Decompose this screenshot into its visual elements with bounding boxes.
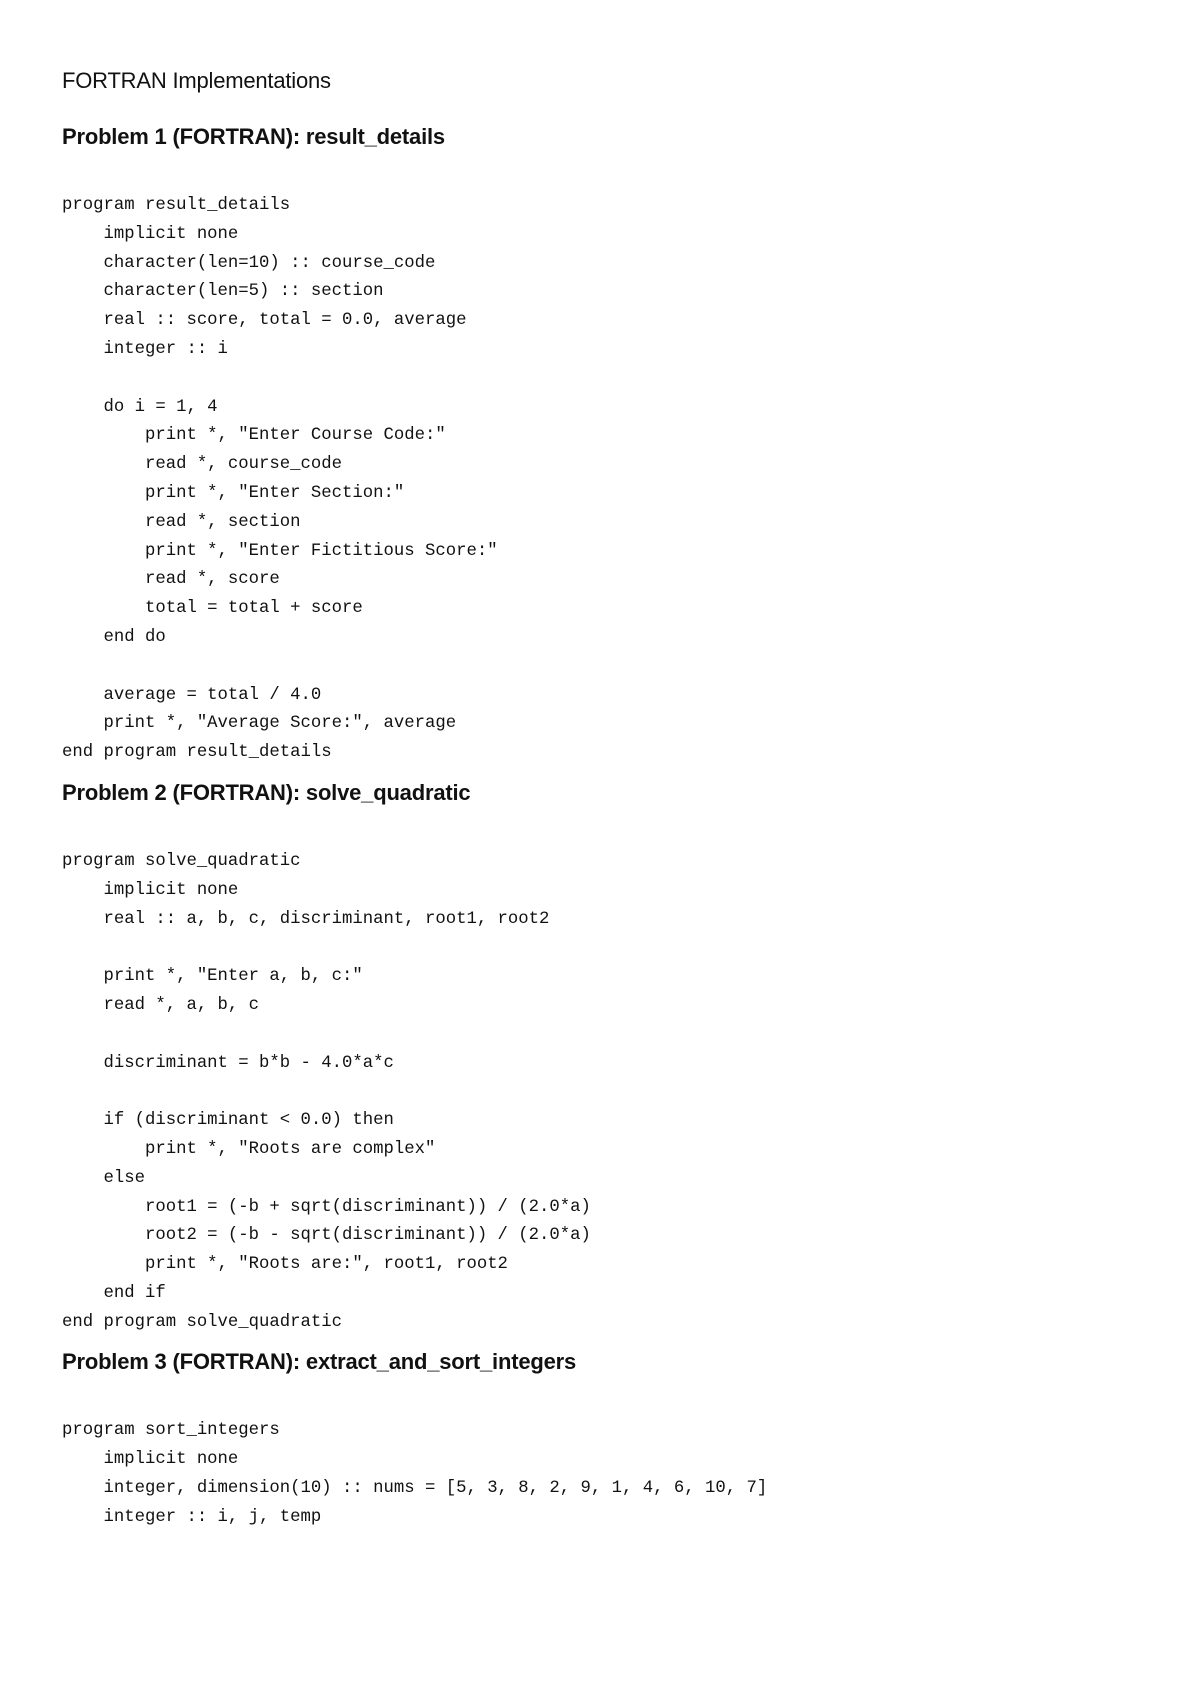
code-line: do i = 1, 4 bbox=[62, 397, 218, 417]
code-line: if (discriminant < 0.0) then bbox=[62, 1111, 394, 1131]
code-line: print *, "Enter Section:" bbox=[62, 483, 405, 503]
code-line: implicit none bbox=[62, 1450, 239, 1470]
code-line: read *, course_code bbox=[62, 455, 343, 475]
code-line: discriminant = b*b - 4.0*a*c bbox=[62, 1053, 394, 1073]
code-line: character(len=10) :: course_code bbox=[62, 253, 436, 273]
document-title: FORTRAN Implementations bbox=[62, 68, 331, 93]
code-line: real :: a, b, c, discriminant, root1, root2 bbox=[62, 909, 550, 929]
problem-1-section bbox=[62, 122, 1152, 768]
code-line: print *, "Roots are complex" bbox=[62, 1139, 436, 1159]
code-line: root1 = (-b + sqrt(discriminant)) / (2.0*a) bbox=[62, 1197, 591, 1217]
problem-1-code-block bbox=[62, 192, 1152, 768]
problem-3-section bbox=[62, 1347, 1152, 1532]
code-line bbox=[62, 365, 1152, 394]
code-line: print *, "Average Score:", average bbox=[62, 714, 457, 734]
code-line: read *, section bbox=[62, 512, 301, 532]
code-line: integer :: i bbox=[62, 339, 228, 359]
code-line: read *, a, b, c bbox=[62, 995, 260, 1015]
code-line: average = total / 4.0 bbox=[62, 685, 322, 705]
code-line: read *, score bbox=[62, 570, 280, 590]
code-line: end if bbox=[62, 1283, 166, 1303]
document-page bbox=[62, 66, 1152, 1533]
code-line: else bbox=[62, 1168, 145, 1188]
code-line bbox=[62, 1078, 1152, 1107]
code-line: root2 = (-b - sqrt(discriminant)) / (2.0*a) bbox=[62, 1226, 591, 1246]
code-line: end do bbox=[62, 627, 166, 647]
code-line: print *, "Enter a, b, c:" bbox=[62, 967, 363, 987]
code-line: integer, dimension(10) :: nums = [5, 3, 8, 2, 9, 1, 4, 6, 10, 7] bbox=[62, 1479, 768, 1499]
code-line: integer :: i, j, temp bbox=[62, 1507, 322, 1527]
problem-2-section bbox=[62, 778, 1152, 1338]
code-line bbox=[62, 1021, 1152, 1050]
code-line: program sort_integers bbox=[62, 1421, 280, 1441]
code-line bbox=[62, 653, 1152, 682]
problem-2-heading: Problem 2 (FORTRAN): solve_quadratic bbox=[62, 779, 471, 805]
problem-3-heading: Problem 3 (FORTRAN): extract_and_sort_integers bbox=[62, 1349, 577, 1375]
code-line: implicit none bbox=[62, 880, 239, 900]
code-line: real :: score, total = 0.0, average bbox=[62, 311, 467, 331]
problem-1-heading: Problem 1 (FORTRAN): result_details bbox=[62, 124, 445, 149]
code-line: program result_details bbox=[62, 196, 291, 215]
code-line: program solve_quadratic bbox=[62, 851, 301, 871]
code-line: print *, "Enter Fictitious Score:" bbox=[62, 541, 498, 561]
code-line: end program result_details bbox=[62, 743, 332, 763]
code-line: implicit none bbox=[62, 224, 239, 244]
code-line: end program solve_quadratic bbox=[62, 1312, 343, 1332]
problem-2-code-block bbox=[62, 848, 1152, 1338]
code-line: total = total + score bbox=[62, 599, 363, 619]
problem-3-code-block bbox=[62, 1417, 1152, 1532]
code-line: print *, "Enter Course Code:" bbox=[62, 426, 446, 446]
code-line: print *, "Roots are:", root1, root2 bbox=[62, 1255, 508, 1275]
code-line bbox=[62, 934, 1152, 963]
code-line: character(len=5) :: section bbox=[62, 282, 384, 302]
